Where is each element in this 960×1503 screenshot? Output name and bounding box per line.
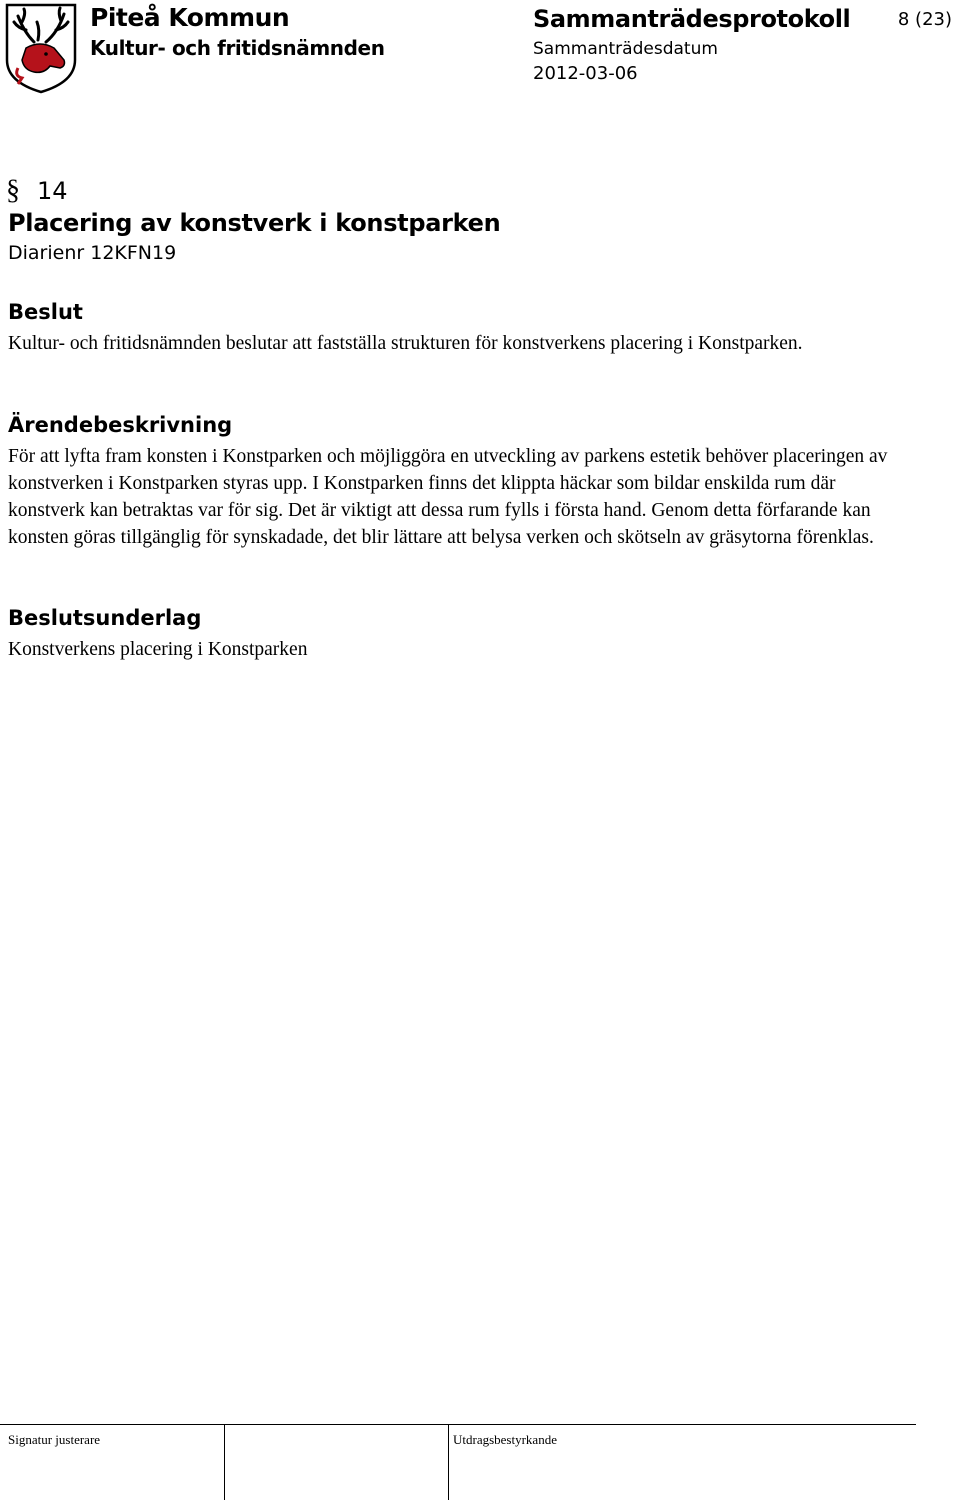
decision-basis-text: Konstverkens placering i Konstparken <box>8 639 308 660</box>
diary-number: Diarienr 12KFN19 <box>8 242 177 264</box>
document-type: Sammanträdesprotokoll <box>533 5 851 33</box>
meeting-date-label: Sammanträdesdatum <box>533 39 718 59</box>
signature-label: Signatur justerare <box>8 1432 101 1447</box>
page-number: 8 (23) <box>897 9 952 30</box>
org-name: Piteå Kommun <box>90 3 290 32</box>
footer-divider <box>0 1424 916 1425</box>
case-description-heading: Ärendebeskrivning <box>8 413 233 437</box>
municipal-crest-logo <box>4 2 78 94</box>
footer-cell-divider <box>448 1424 449 1500</box>
footer-cell-divider <box>224 1424 225 1500</box>
section-sign: § <box>6 175 20 206</box>
item-title: Placering av konstverk i konstparken <box>8 209 501 237</box>
section-number: 14 <box>37 177 68 205</box>
decision-basis-heading: Beslutsunderlag <box>8 606 202 630</box>
decision-heading: Beslut <box>8 300 83 324</box>
decision-text: Kultur- och fritidsnämnden beslutar att fastställa strukturen för konstverkens placering i Konstparken. <box>8 333 803 354</box>
case-description-text: För att lyfta fram konsten i Konstparken och möjliggöra en utveckling av parkens estetik behöver placeringen av konstverken i Konstparken styras upp. I Konstparken finns det klippta häckar som bildar enskilda rum där konstverk kan betraktas var för sig. Det är viktigt att dessa rum fylls i första hand. Genom detta förfarande kan konsten göras tillgänglig för synskadade, det blir lättare att belysa verken och skötseln av gräsytorna förenklas. <box>8 446 888 548</box>
extract-certification-label: Utdragsbestyrkande <box>453 1432 557 1447</box>
committee-name: Kultur- och fritidsnämnden <box>90 36 385 60</box>
meeting-date-value: 2012-03-06 <box>533 63 638 84</box>
